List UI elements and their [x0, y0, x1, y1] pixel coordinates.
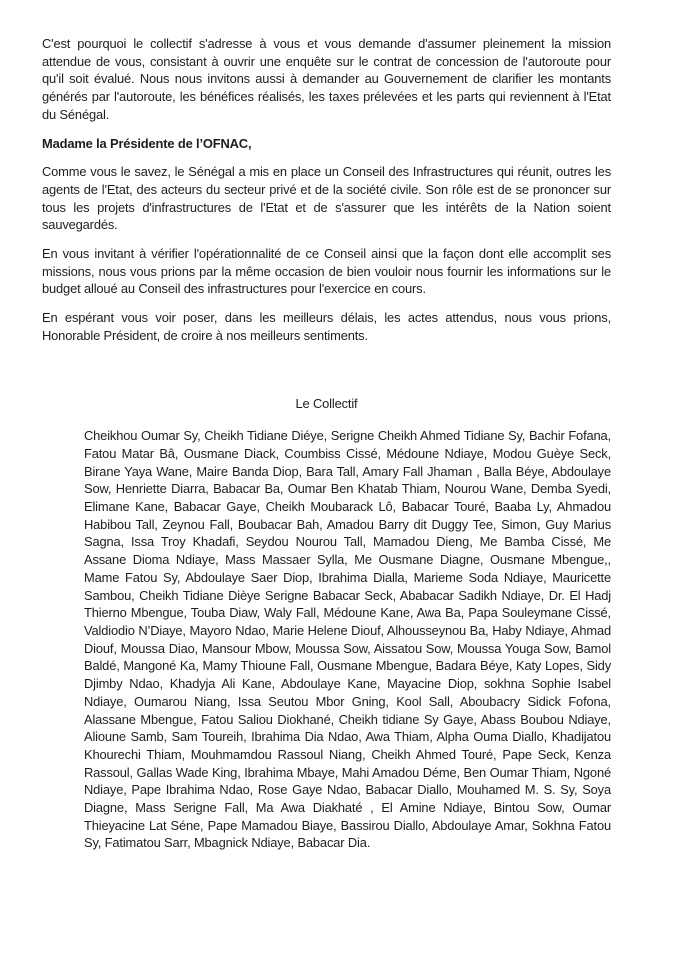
salutation-heading: Madame la Présidente de l’OFNAC,	[42, 135, 252, 151]
paragraph-conseil-infrastructures: Comme vous le savez, le Sénégal a mis en place un Conseil des Infrastructures qui réunit, outres les agents de l'Etat, des acteurs du secteur privé et de la société civile. Son rôle est de se prononcer sur tous les projets d'infrastructures de l'Etat et de s'assurer que les intérêts de la Nation soient sauvegardés.	[42, 164, 611, 233]
signature-title: Le Collectif	[295, 395, 358, 411]
paragraph-closing-formula: En espérant vous voir poser, dans les meilleurs délais, les actes attendus, nous vous prions, Honorable Président, de croire à nos meilleurs sentiments.	[42, 310, 611, 343]
letter-body	[42, 35, 611, 852]
signatories-list: Cheikhou Oumar Sy, Cheikh Tidiane Diéye, Serigne Cheikh Ahmed Tidiane Sy, Bachir Fofana, Fatou Matar Bâ, Ousmane Diack, Coumbiss Cissé, Médoune Ndiaye, Modou Guèye Seck, Birane Yaya Wane, Maire Banda Diop, Bara Tall, Amary Fall Jhaman , Balla Béye, Abdoulaye Sow, Henriette Diarra, Babacar Ba, Oumar Ben Khatab Thiam, Nourou Wane, Demba Syedi, Elimane Kane, Babacar Gaye, Cheikh Moubarack Lô, Babacar Touré, Baaba Ly, Ahmadou Habibou Tall, Zeynou Fall, Boubacar Bah, Amadou Barry dit Duggy Tee, Simon, Guy Marius Sagna, Issa Troy Khadafi, Seydou Nourou Tall, Mamadou Dieng, Me Bamba Cissé, Me Assane Dioma Ndiaye, Mass Massaer Sylla, Me Ousmane Diagne, Ousmane Mbengue,, Mame Fatou Sy, Abdoulaye Saer Diop, Ibrahima Dialla, Marieme Soda Ndiaye, Mauricette Sambou, Cheikh Tidiane Dièye Serigne Babacar Seck, Ababacar Sadikh Ndiaye, Dr. El Hadj Thierno Mbengue, Touba Diaw, Waly Fall, Médoune Kane, Awa Ba, Papa Souleymane Cissé, Valdiodio N’Diaye, Mayoro Ndao, Marie Helene Diouf, Alhousseynou Ba, Haby Ndiaye, Ahmad Diouf, Moussa Diao, Mansour Mbow, Moussa Sow, Aissatou Sow, Moussa Youga Sow, Bamol Baldé, Mangoné Ka, Mamy Thioune Fall, Ousmane Mbengue, Badara Béye, Katy Lopes, Sidy Djimby Ndao, Khadyja Ali Kane, Abdoulaye Kane, Mayacine Diop, sokhna Sophie Isabel Ndiaye, Oumarou Niang, Issa Seutou Mbor Gning, Kool Sall, Aboubacry Sidick Fofona, Alassane Mbengue, Fatou Saliou Diokhané, Cheikh tidiane Sy Gaye, Abass Boubou Ndiaye, Alioune Samb, Sam Toureih, Ibrahima Dia Ndao, Awa Thiam, Alpha Ouma Diallo, Khadijatou Khourechi Thiam, Mouhmamdou Rassoul Niang, Cheikh Ahmed Touré, Pape Seck, Kenza Rassoul, Gallas Wade King, Ibrahima Mbaye, Mahi Amadou Déme, Ben Oumar Thiam, Ngoné Ndiaye, Pape Ibrahima Ndao, Rose Gaye Ndao, Babacar Diallo, Mouhamed M. S. Sy, Soya Diagne, Mass Serigne Fall, Ma Awa Diakhaté , El Amine Ndiaye, Bintou Sow, Oumar Thieyacine Lat Séne, Pape Mamadou Biaye, Bassirou Diallo, Abdoulaye Amar, Sokhna Fatou Sy, Fatimatou Sarr, Mbagnick Ndiaye, Babacar Dia.	[84, 428, 611, 851]
paragraph-mission-request: C'est pourquoi le collectif s'adresse à vous et vous demande d'assumer pleinement la mission attendue de vous, consistant à ouvrir une enquête sur le contrat de concession de l'autoroute pour qu'il soit évalué. Nous nous invitons aussi à demander au Gouvernement de clarifier les montants générés par l'autoroute, les bénéfices réalisés, les taxes prélevées et les parts qui reviennent à l'Etat du Sénégal.	[42, 36, 611, 122]
paragraph-budget-request: En vous invitant à vérifier l'opérationnalité de ce Conseil ainsi que la façon dont elle accomplit ses missions, nous vous prions par la même occasion de bien vouloir nous fournir les informations sur le budget alloué au Conseil des infrastructures pour l'exercice en cours.	[42, 246, 611, 297]
